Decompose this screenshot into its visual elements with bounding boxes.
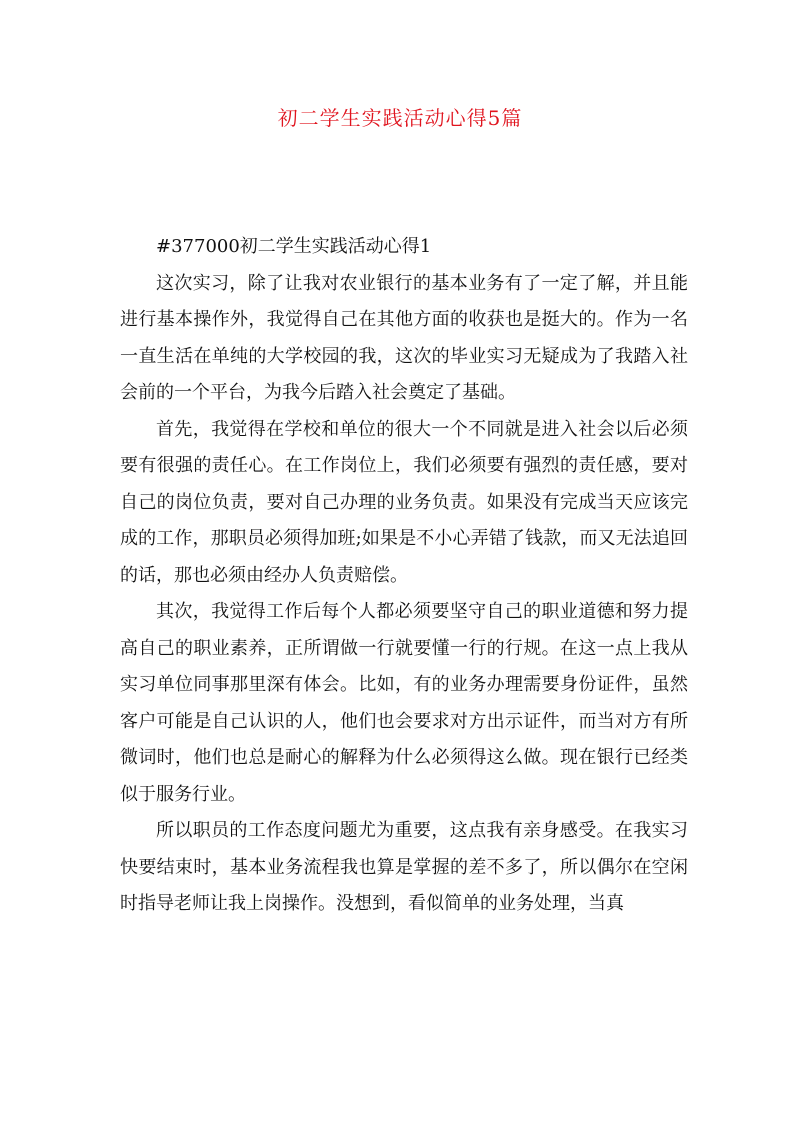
document-title: 初二学生实践活动心得5篇 [277, 106, 523, 130]
paragraph-3: 其次，我觉得工作后每个人都必须要坚守自己的职业道德和努力提高自己的职业素养，正所谓做一行就要懂一行的行规。在这一点上我从实习单位同事那里深有体会。比如，有的业务办理需要身份证件，虽然客户可能是自己认识的人，他们也会要求对方出示证件，而当对方有所微词时，他们也总是耐心的解释为什么必须得这么做。现在银行已经类似于服务行业。 [120, 601, 688, 805]
paragraph-1: 这次实习，除了让我对农业银行的基本业务有了一定了解，并且能进行基本操作外，我觉得自己在其他方面的收获也是挺大的。作为一名一直生活在单纯的大学校园的我，这次的毕业实习无疑成为了我踏入社会前的一个平台，为我今后踏入社会奠定了基础。 [120, 272, 688, 403]
document-body [120, 229, 688, 923]
section-heading: #377000初二学生实践活动心得1 [156, 236, 432, 257]
paragraph-2: 首先，我觉得在学校和单位的很大一个不同就是进入社会以后必须要有很强的责任心。在工作岗位上，我们必须要有强烈的责任感，要对自己的岗位负责，要对自己办理的业务负责。如果没有完成当天应该完成的工作，那职员必须得加班;如果是不小心弄错了钱款，而又无法追回的话，那也必须由经办人负责赔偿。 [120, 418, 688, 586]
paragraph-4: 所以职员的工作态度问题尤为重要，这点我有亲身感受。在我实习快要结束时，基本业务流程我也算是掌握的差不多了，所以偶尔在空闲时指导老师让我上岗操作。没想到，看似简单的业务处理，当真 [120, 820, 688, 914]
